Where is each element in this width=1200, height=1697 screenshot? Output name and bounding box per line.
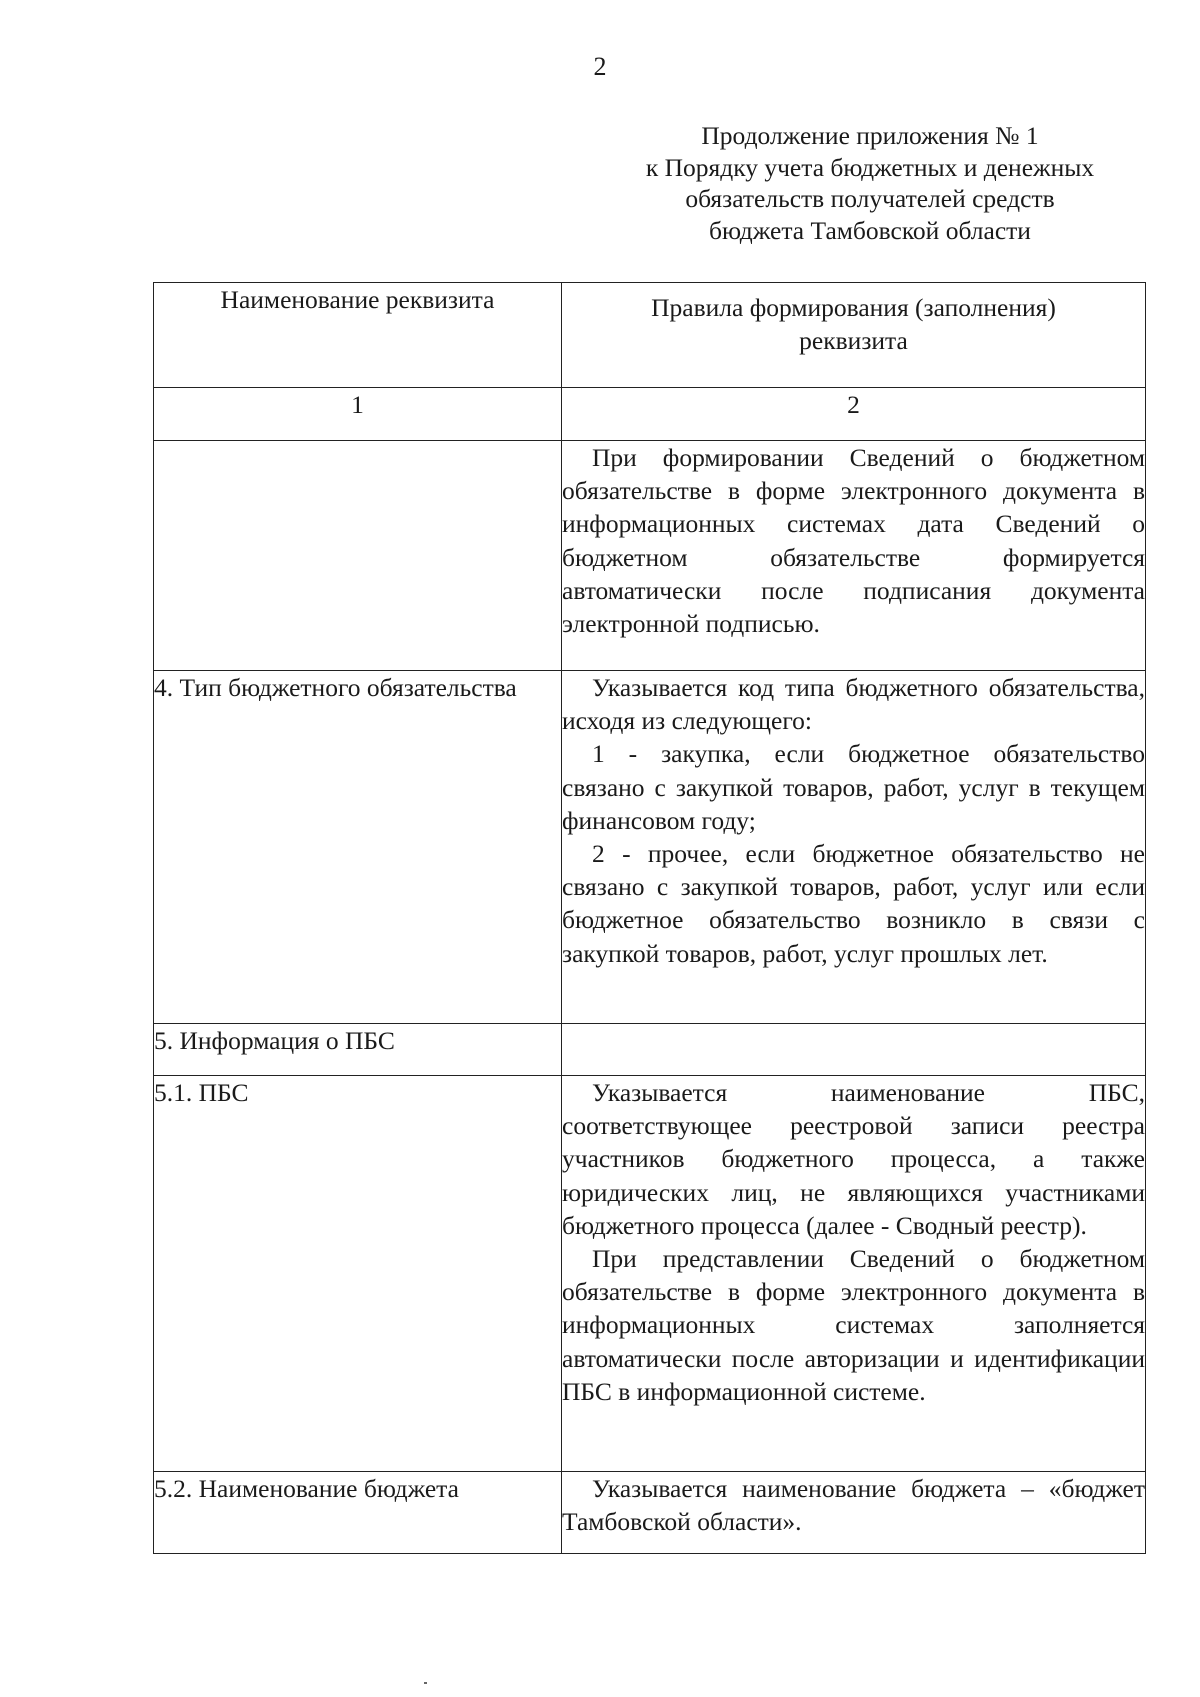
requisite-rules <box>562 1076 1146 1472</box>
rule-paragraph: При представлении Сведений о бюджетном обязательстве в форме электронного документа в информационных системах заполняется автоматически после авторизации и идентификации ПБС в информационной системе. <box>562 1244 1145 1406</box>
rule-paragraph: Указывается наименование бюджета – «бюджет Тамбовской области». <box>562 1474 1145 1537</box>
table-row <box>154 1024 1146 1076</box>
requisite-name: 4. Тип бюджетного обязательства <box>154 671 562 1024</box>
table-row <box>154 1472 1146 1554</box>
rule-paragraph: 2 - прочее, если бюджетное обязательство не связано с закупкой товаров, работ, услуг или если бюджетное обязательство возникло в связи с закупкой товаров, работ, услуг прошлых лет. <box>562 839 1145 968</box>
requisite-name: 5.1. ПБС <box>154 1076 562 1472</box>
table-row <box>154 1076 1146 1472</box>
requisite-name: 5. Информация о ПБС <box>154 1024 562 1076</box>
rule-paragraph: Указывается наименование ПБС, соответствующее реестровой записи реестра участников бюджетного процесса, а также юридических лиц, не являющихся участниками бюджетного процесса (далее - Сводный реестр). <box>562 1078 1145 1240</box>
column-header-name: Наименование реквизита <box>154 283 562 388</box>
requisites-table <box>153 282 1146 1554</box>
column-number: 1 <box>154 388 562 441</box>
requisite-rules <box>562 441 1146 671</box>
appendix-header-line: к Порядку учета бюджетных и денежных <box>645 152 1095 182</box>
requisite-name <box>154 441 562 671</box>
requisite-rules <box>562 671 1146 1024</box>
table-header-row <box>154 283 1146 388</box>
requisite-name: 5.2. Наименование бюджета <box>154 1472 562 1554</box>
page-number: 2 <box>593 52 607 81</box>
column-header-rules: Правила формирования (заполнения) реквизита <box>562 283 1146 388</box>
appendix-header-line: бюджета Тамбовской области <box>709 215 1031 245</box>
appendix-header-line: обязательств получателей средств <box>685 184 1055 213</box>
rule-paragraph: Указывается код типа бюджетного обязательства, исходя из следующего: <box>562 673 1145 736</box>
requisite-rules <box>562 1472 1146 1554</box>
appendix-header-line: Продолжение приложения № 1 <box>701 121 1039 150</box>
table-row <box>154 441 1146 671</box>
column-number-row <box>154 388 1146 441</box>
requisite-rules <box>562 1024 1146 1076</box>
rule-paragraph: При формировании Сведений о бюджетном обязательстве в форме электронного документа в информационных системах дата Сведений о бюджетном обязательстве формируется автоматически после подписания документа электронной подписью. <box>562 443 1145 639</box>
rule-paragraph: 1 - закупка, если бюджетное обязательство связано с закупкой товаров, работ, услуг в текущем финансовом году; <box>562 739 1145 835</box>
appendix-header <box>600 120 1140 246</box>
scan-speck <box>424 1682 427 1684</box>
column-number: 2 <box>562 388 1146 441</box>
table-row <box>154 671 1146 1024</box>
